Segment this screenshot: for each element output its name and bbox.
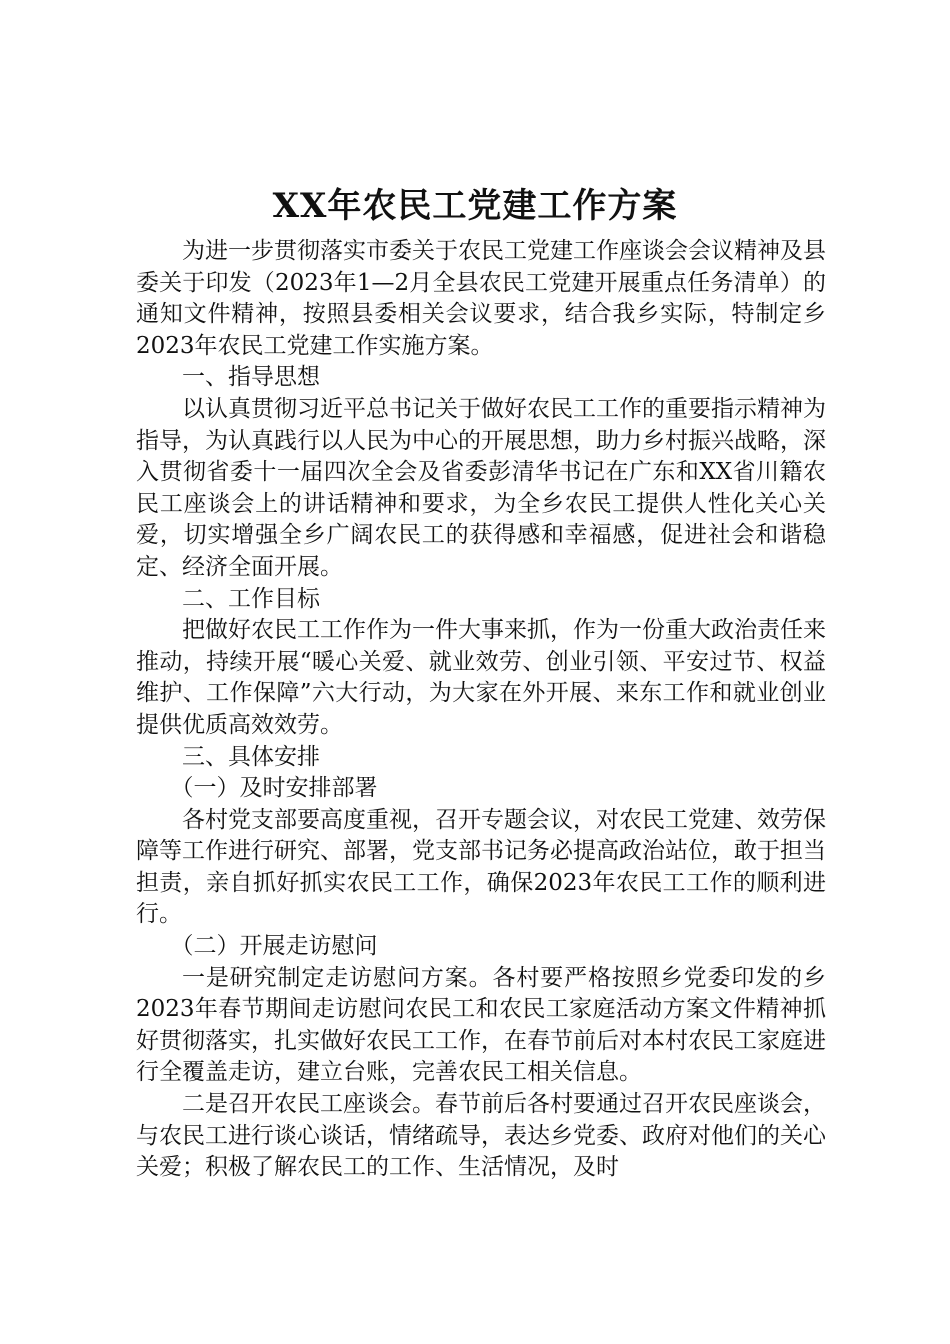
document-body: [136, 236, 826, 1184]
paragraph-guiding-ideology: 以认真贯彻习近平总书记关于做好农民工工作的重要指示精神为指导，为认真践行以人民为中心的开展思想，助力乡村振兴战略，深入贯彻省委十一届四次全会及省委彭清华书记在广东和XX省川籍农民工座谈会上的讲话精神和要求，为全乡农民工提供人性化关心关爱，切实增强全乡广阔农民工的获得感和幸福感，促进社会和谐稳定、经济全面开展。: [136, 395, 826, 580]
section-heading-guiding-ideology: 一、指导思想: [182, 364, 320, 391]
paragraph-visits-forum: 二是召开农民工座谈会。春节前后各村要通过召开农民座谈会，与农民工进行谈心谈话，情绪疏导，表达乡党委、政府对他们的关心关爱；积极了解农民工的工作、生活情况，及时: [136, 1091, 826, 1181]
section-heading-work-goals: 二、工作目标: [182, 585, 320, 612]
document-title: XX年农民工党建工作方案: [272, 186, 678, 226]
paragraph-work-goals: 把做好农民工工作作为一件大事来抓，作为一份重大政治责任来推动，持续开展“暖心关爱、就业效劳、创业引领、平安过节、权益维护、工作保障”六大行动，为大家在外开展、来东工作和就业创业提供优质高效效劳。: [136, 617, 826, 738]
section-heading-arrangements: 三、具体安排: [182, 743, 320, 770]
paragraph-intro: 为进一步贯彻落实市委关于农民工党建工作座谈会会议精神及县委关于印发（2023年1—2月全县农民工党建开展重点任务清单）的通知文件精神，按照县委相关会议要求，结合我乡实际，特制定乡2023年农民工党建工作实施方案。: [136, 238, 826, 359]
paragraph-deployment: 各村党支部要高度重视，召开专题会议，对农民工党建、效劳保障等工作进行研究、部署，党支部书记务必提高政治站位，敢于担当担责，亲自抓好抓实农民工工作，确保2023年农民工工作的顺利进行。: [136, 806, 826, 928]
subsection-heading-deployment: （一）及时安排部署: [170, 775, 378, 802]
paragraph-visits-plan: 一是研究制定走访慰问方案。各村要严格按照乡党委印发的乡2023年春节期间走访慰问农民工和农民工家庭活动方案文件精神抓好贯彻落实，扎实做好农民工工作，在春节前后对本村农民工家庭进行全覆盖走访，建立台账，完善农民工相关信息。: [136, 964, 826, 1086]
subsection-heading-visits: （二）开展走访慰问: [170, 933, 378, 960]
